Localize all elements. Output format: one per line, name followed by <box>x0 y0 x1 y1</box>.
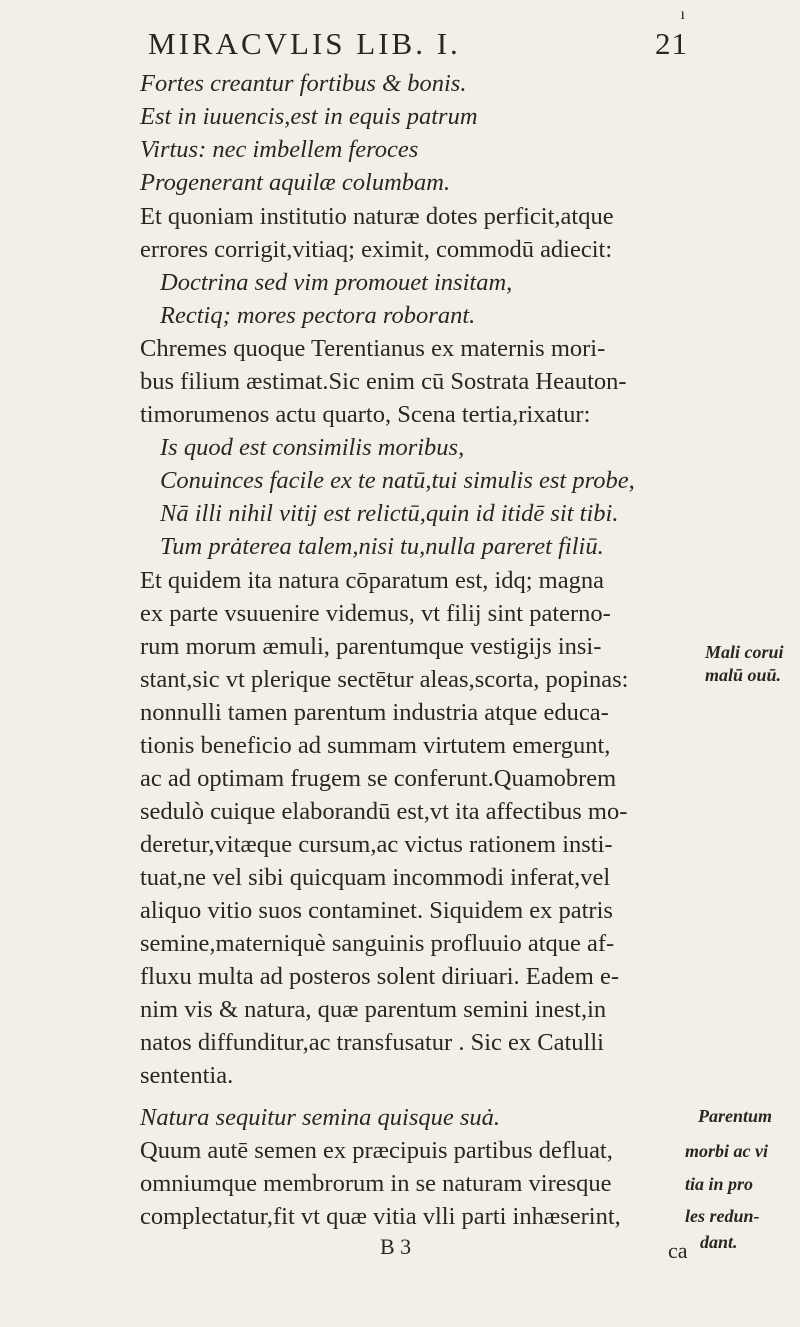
text-line: deretur,vitæque cursum,ac victus rationem insti- <box>140 831 613 858</box>
page-number: 21 <box>655 26 688 61</box>
verse-line: Est in iuuencis,est in equis patrum <box>140 103 478 130</box>
text-line: Quum autē semen ex præcipuis partibus defluat, <box>140 1137 613 1164</box>
marginal-note: malū ouū. <box>705 665 782 685</box>
verse-line: Nā illi nihil vitij est relictū,quin id itidē sit tibi. <box>160 500 619 527</box>
verse-line: Rectiq; mores pectora roborant. <box>160 302 476 329</box>
text-line: stant,sic vt plerique sectētur aleas,scorta, popinas: <box>140 666 629 693</box>
running-title: MIRACVLIS LIB. I. <box>148 26 461 61</box>
text-line: semine,materniquè sanguinis profluuio atque af- <box>140 930 615 957</box>
marginal-note: Parentum <box>698 1106 773 1126</box>
text-line: tionis beneficio ad summam virtutem emergunt, <box>140 732 611 759</box>
text-line: nim vis & natura, quæ parentum semini inest,in <box>140 996 607 1023</box>
text-line: complectatur,fit vt quæ vitia vlli parti inhæserint, <box>140 1203 621 1230</box>
text-line: natos diffunditur,ac transfusatur . Sic ex Catulli <box>140 1029 604 1056</box>
verse-line: Progenerant aquilæ columbam. <box>140 169 451 196</box>
marginal-note: tia in pro <box>685 1174 754 1194</box>
marginal-note: dant. <box>700 1232 738 1252</box>
text-line: ac ad optimam frugem se conferunt.Quamobrem <box>140 765 617 792</box>
text-line: fluxu multa ad posteros solent diriuari. Eadem e- <box>140 963 619 990</box>
signature-mark: B 3 <box>380 1234 412 1259</box>
text-line: sententia. <box>140 1062 234 1089</box>
header-tick: ı <box>680 6 688 23</box>
text-line: Chremes quoque Terentianus ex maternis mori- <box>140 335 606 362</box>
text-line: tuat,ne vel sibi quicquam incommodi inferat,vel <box>140 864 611 891</box>
text-line: omniumque membrorum in se naturam viresque <box>140 1170 612 1197</box>
text-line: nonnulli tamen parentum industria atque educa- <box>140 699 609 726</box>
verse-line: Conuinces facile ex te natū,tui simulis est probe, <box>160 467 635 494</box>
verse-line: Is quod est consimilis moribus, <box>160 434 465 461</box>
marginal-note: morbi ac vi <box>685 1141 768 1161</box>
verse-line: Fortes creantur fortibus & bonis. <box>140 70 467 97</box>
text-line: sedulò cuique elaborandū est,vt ita affectibus mo- <box>140 798 628 825</box>
verse-line: Natura sequitur semina quisque suȧ. <box>140 1104 501 1131</box>
text-line: timorumenos actu quarto, Scena tertia,rixatur: <box>140 401 591 428</box>
marginal-note: Mali corui <box>705 642 784 662</box>
text-line: Et quidem ita natura cōparatum est, idq; magna <box>140 567 604 594</box>
verse-line: Virtus: nec imbellem feroces <box>140 136 419 163</box>
text-line: bus filium æstimat.Sic enim cū Sostrata Heauton- <box>140 368 627 395</box>
verse-line: Doctrina sed vim promouet insitam, <box>160 269 513 296</box>
text-line: aliquo vitio suos contaminet. Siquidem ex patris <box>140 897 613 924</box>
catchword: ca <box>668 1238 688 1263</box>
running-header <box>148 6 688 70</box>
text-line: Et quoniam institutio naturæ dotes perficit,atque <box>140 203 614 230</box>
text-line: rum morum æmuli, parentumque vestigijs insi- <box>140 633 602 660</box>
verse-line: Tum prȧterea talem,nisi tu,nulla pareret filiū. <box>160 533 604 560</box>
text-line: errores corrigit,vitiaq; eximit, commodū adiecit: <box>140 236 613 263</box>
marginal-note: les redun- <box>685 1206 760 1226</box>
text-line: ex parte vsuuenire videmus, vt filij sint paterno- <box>140 600 611 627</box>
